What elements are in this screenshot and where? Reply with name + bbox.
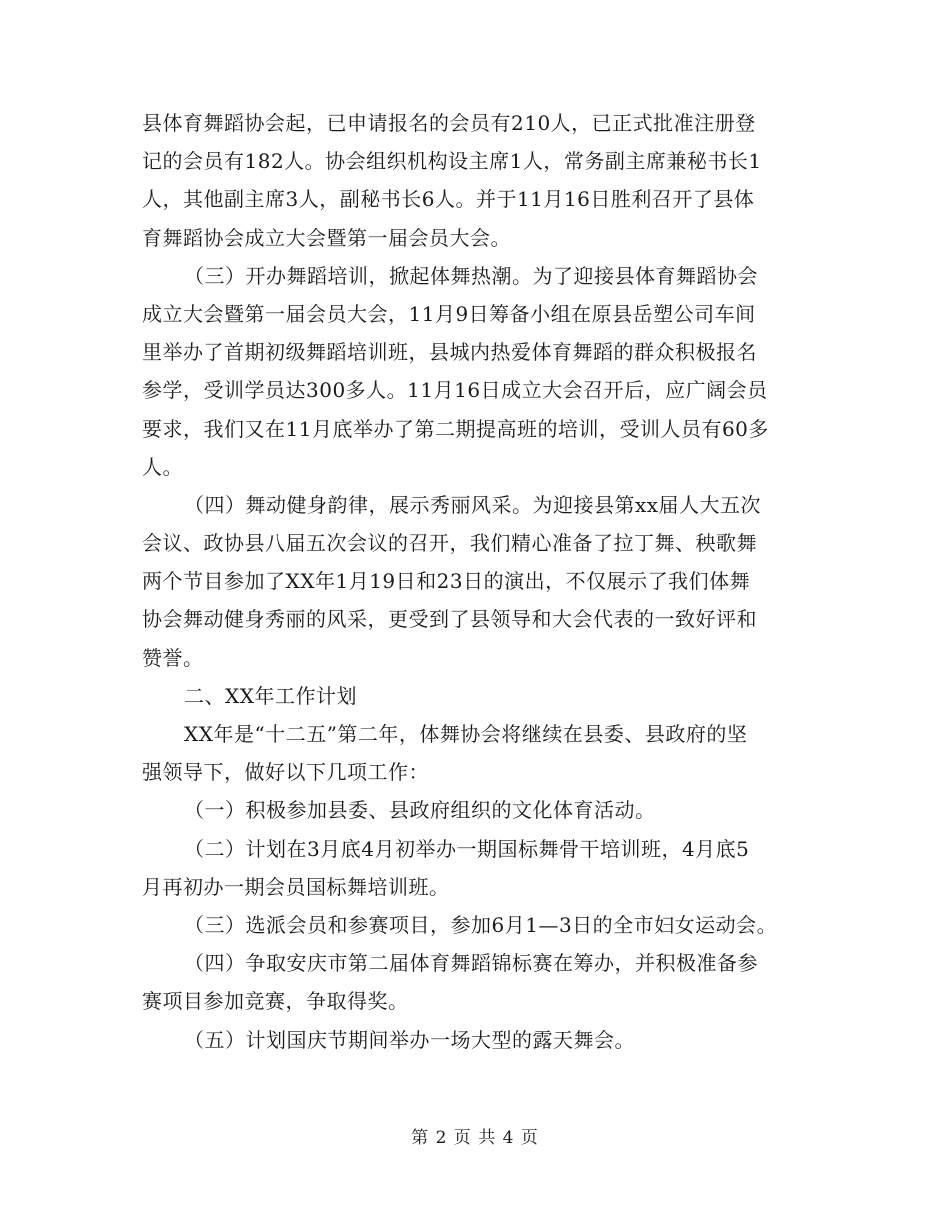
text-line: 县体育舞蹈协会起，已申请报名的会员有210人，已正式批准注册登	[142, 111, 756, 135]
text-line: 强领导下，做好以下几项工作：	[142, 760, 429, 785]
text-line: （二）计划在3月底4月初举办一期国标舞骨干培训班，4月底5	[184, 836, 750, 861]
text-line: （一）积极参加县委、县政府组织的文化体育活动。	[184, 798, 656, 823]
text-line: 会议、政协县八届五次会议的召开，我们精心准备了拉丁舞、秧歌舞	[142, 531, 757, 556]
text-line: 人。	[142, 454, 183, 479]
text-line: 协会舞动健身秀丽的风采，更受到了县领导和大会代表的一致好评和	[142, 607, 757, 632]
text-line: 记的会员有182人。协会组织机构设主席1人，常务副主席兼秘书长1	[142, 149, 762, 174]
text-line: 人，其他副主席3人，副秘书长6人。并于11月16日胜利召开了县体	[142, 187, 755, 212]
text-line: 参学，受训学员达300多人。11月16日成立大会召开后，应广阔会员	[142, 378, 768, 403]
text-line: （四）舞动健身韵律，展示秀丽风采。为迎接县第xx届人大五次	[184, 492, 762, 517]
text-line: （五）计划国庆节期间举办一场大型的露天舞会。	[184, 1027, 635, 1052]
text-line: 成立大会暨第一届会员大会，11月9日筹备小组在原县岳塑公司车间	[142, 301, 756, 326]
text-line: 要求，我们又在11月底举办了第二期提高班的培训，受训人员有60多	[142, 416, 769, 441]
text-line: 里举办了首期初级舞蹈培训班，县城内热爱体育舞蹈的群众积极报名	[142, 340, 757, 365]
text-line: 育舞蹈协会成立大会暨第一届会员大会。	[142, 225, 511, 250]
text-line: （三）开办舞蹈培训，掀起体舞热潮。为了迎接县体育舞蹈协会	[184, 263, 758, 288]
text-line: XX年是“十二五”第二年，体舞协会将继续在县委、县政府的坚	[184, 722, 748, 746]
text-line: 赞誉。	[142, 645, 204, 670]
page-number-footer: 第 2 页 共 4 页	[411, 1128, 539, 1148]
text-line: 月再初办一期会员国标舞培训班。	[142, 874, 450, 899]
text-line: （三）选派会员和参赛项目，参加6月1—3日的全市妇女运动会。	[184, 912, 778, 937]
text-line: 两个节目参加了XX年1月19日和23日的演出，不仅展示了我们体舞	[142, 569, 751, 594]
text-line: （四）争取安庆市第二届体育舞蹈锦标赛在筹办，并积极准备参	[184, 951, 758, 976]
section-heading: 二、XX年工作计划	[184, 683, 357, 708]
document-body	[142, 104, 812, 1059]
text-line: 赛项目参加竞赛，争取得奖。	[142, 989, 409, 1014]
